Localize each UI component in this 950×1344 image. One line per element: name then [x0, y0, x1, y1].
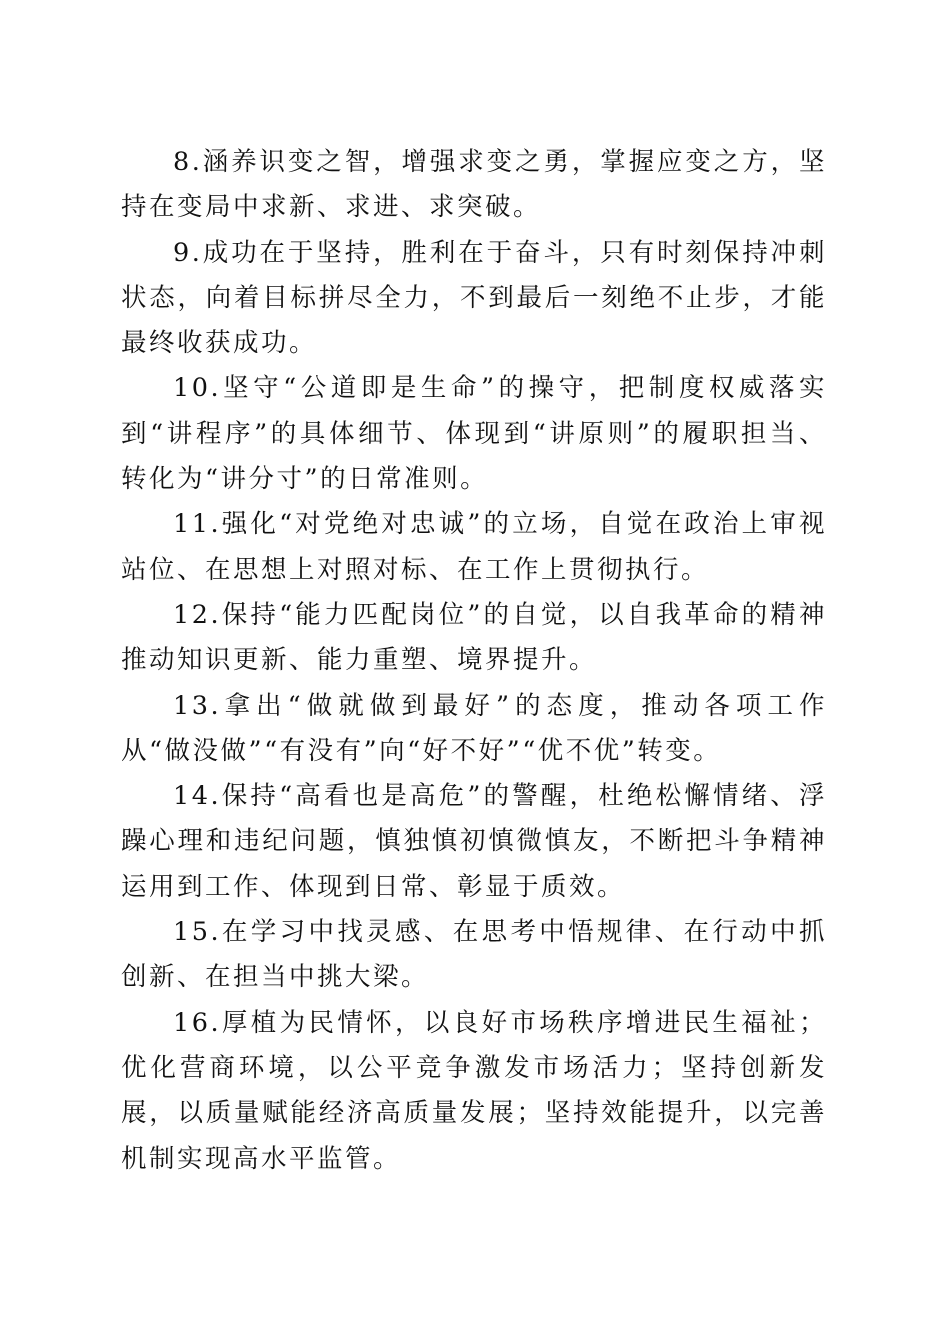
paragraph-8: 8.涵养识变之智，增强求变之勇，掌握应变之方，坚持在变局中求新、求进、求突破。	[121, 147, 827, 223]
paragraph-13: 13.拿出“做就做到最好”的态度，推动各项工作从“做没做”“有没有”向“好不好”“优不优”转变。	[121, 690, 827, 766]
paragraph-15: 15.在学习中找灵感、在思考中悟规律、在行动中抓创新、在担当中挑大梁。	[121, 917, 827, 993]
paragraph-10: 10.坚守“公道即是生命”的操守，把制度权威落实到“讲程序”的具体细节、体现到“讲原则”的履职担当、转化为“讲分寸”的日常准则。	[121, 373, 827, 495]
paragraph-14: 14.保持“高看也是高危”的警醒，杜绝松懈情绪、浮躁心理和违纪问题，慎独慎初慎微慎友，不断把斗争精神运用到工作、体现到日常、彰显于质效。	[121, 781, 827, 902]
paragraph-12: 12.保持“能力匹配岗位”的自觉，以自我革命的精神推动知识更新、能力重塑、境界提升。	[121, 599, 827, 676]
paragraph-16: 16.厚植为民情怀，以良好市场秩序增进民生福祉；优化营商环境，以公平竞争激发市场活力；坚持创新发展，以质量赋能经济高质量发展；坚持效能提升，以完善机制实现高水平监管。	[121, 1007, 827, 1174]
paragraph-9: 9.成功在于坚持，胜利在于奋斗，只有时刻保持冲刺状态，向着目标拼尽全力，不到最后一刻绝不止步，才能最终收获成功。	[121, 237, 827, 359]
document-body	[121, 140, 827, 1182]
paragraph-11: 11.强化“对党绝对忠诚”的立场，自觉在政治上审视站位、在思想上对照对标、在工作上贯彻执行。	[121, 509, 827, 585]
